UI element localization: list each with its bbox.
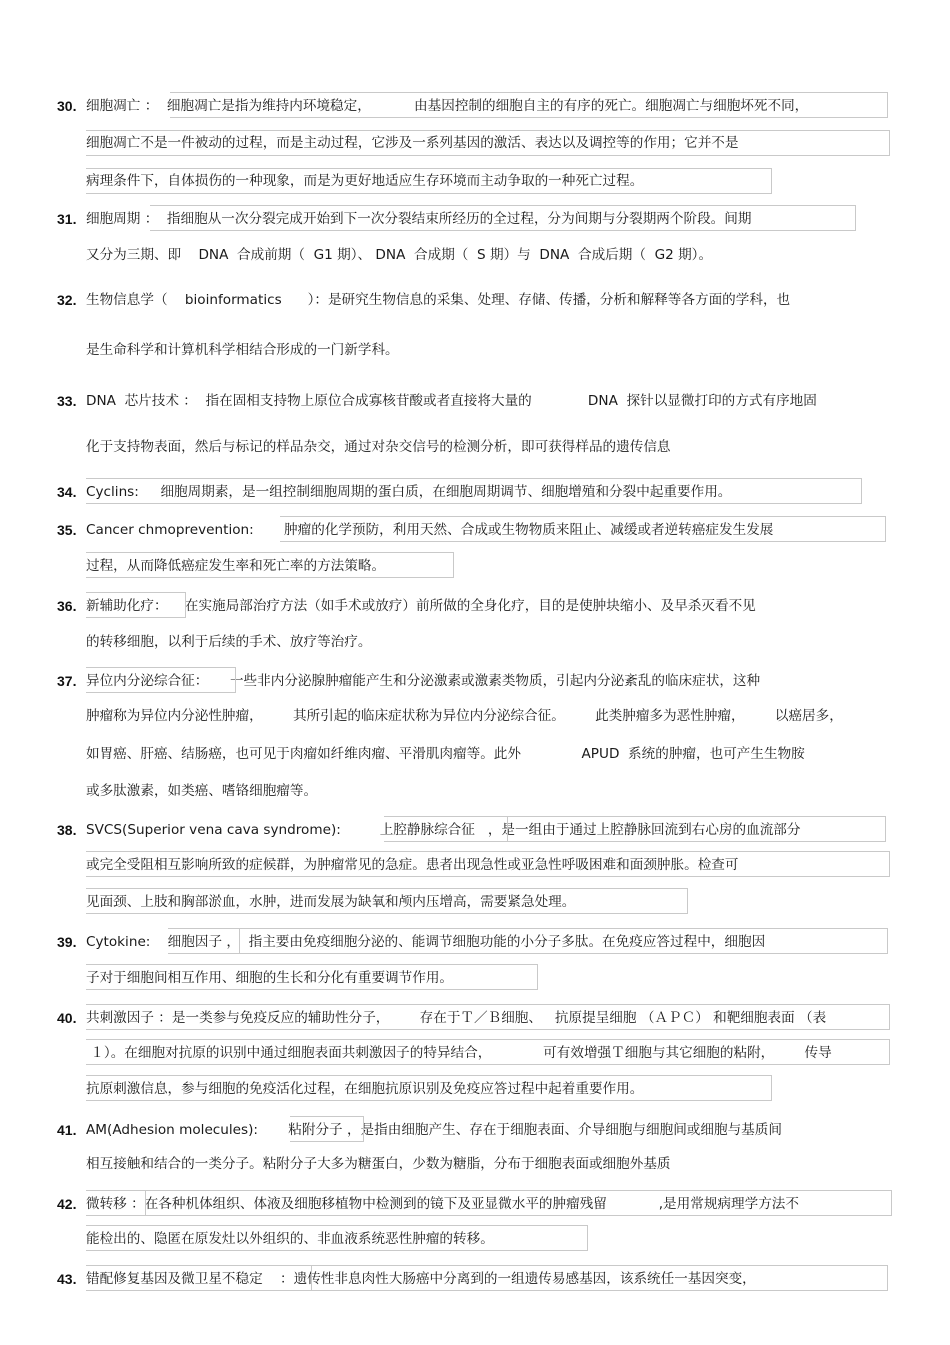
entry-text-line: 过程，从而降低癌症发生率和死亡率的方法策略。 — [86, 558, 386, 574]
text-box-outline — [86, 1004, 890, 1030]
entry-text-line: Cyclins: 细胞周期素，是一组控制细胞周期的蛋白质，在细胞周期调节、细胞增殖和分裂中起重要作用。 — [86, 484, 732, 500]
entry-number: 38. — [57, 822, 77, 838]
text-box-outline — [86, 964, 538, 990]
entry-text-line: 相互接触和结合的一类分子。粘附分子大多为糖蛋白，少数为糖脂，分布于细胞表面或细胞外基质 — [86, 1156, 671, 1172]
text-box-outline — [86, 592, 186, 618]
text-box-outline — [86, 1075, 772, 1101]
text-box-outline — [168, 928, 240, 954]
entry-text-line: 能检出的、隐匿在原发灶以外组织的、非血液系统恶性肿瘤的转移。 — [86, 1231, 494, 1247]
text-box-outline — [508, 816, 886, 842]
entry-number: 33. — [57, 393, 77, 409]
entry-text-line: 肿瘤称为异位内分泌性肿瘤， 其所引起的临床症状称为异位内分泌综合征。 此类肿瘤多为恶性肿瘤， 以癌居多， — [86, 708, 843, 724]
text-box-outline — [86, 888, 688, 914]
entry-number: 32. — [57, 292, 77, 308]
entry-number: 30. — [57, 98, 77, 114]
entry-text-line: 新辅助化疗： 在实施局部治疗方法（如手术或放疗）前所做的全身化疗，目的是使肿块缩小、及早杀灭看不见 — [86, 598, 756, 614]
entry-text-line: 细胞凋亡不是一件被动的过程，而是主动过程，它涉及一系列基因的激活、表达以及调控等的作用；它并不是 — [86, 135, 739, 151]
entry-text-line: １）。在细胞对抗原的识别中通过细胞表面共刺激因子的特异结合， 可有效增强Ｔ细胞与其它细胞的粘附， 传导 — [86, 1045, 832, 1061]
entry-number: 35. — [57, 522, 77, 538]
entry-text-line: 错配修复基因及微卫星不稳定 ：遗传性非息肉性大肠癌中分离到的一组遗传易感基因，该系统任一基因突变， — [86, 1271, 756, 1287]
entry-text-line: SVCS(Superior vena cava syndrome): 上腔静脉综合征 ，是一组由于通过上腔静脉回流到右心房的血流部分 — [86, 822, 801, 838]
text-box-outline — [86, 1039, 890, 1065]
text-box-outline — [150, 205, 856, 231]
entry-text-line: DNA 芯片技术 ： 指在固相支持物上原位合成寡核苷酸或者直接将大量的 DNA 探针以显微打印的方式有序地固 — [86, 393, 817, 409]
entry-number: 36. — [57, 598, 77, 614]
entry-text-line: 细胞凋亡 ： 细胞凋亡是指为维持内环境稳定， 由基因控制的细胞自主的有序的死亡。细胞凋亡与细胞坏死不同， — [86, 98, 809, 114]
text-box-outline — [290, 1116, 364, 1142]
text-box-outline — [170, 92, 888, 118]
text-box-outline — [384, 816, 508, 842]
entry-number: 39. — [57, 934, 77, 950]
entry-text-line: 异位内分泌综合征： 一些非内分泌腺肿瘤能产生和分泌激素或激素类物质，引起内分泌紊乱的临床症状，这种 — [86, 673, 761, 689]
text-box-outline — [86, 667, 236, 693]
text-box-outline — [312, 1265, 888, 1291]
entry-text-line: Cancer chmoprevention: 肿瘤的化学预防，利用天然、合成或生物物质来阻止、减缓或者逆转癌症发生发展 — [86, 522, 774, 538]
entry-number: 31. — [57, 211, 77, 227]
text-box-outline — [86, 1265, 312, 1291]
entry-number: 37. — [57, 673, 77, 689]
text-box-outline — [86, 130, 890, 156]
entry-number: 42. — [57, 1196, 77, 1212]
entry-text-line: 微转移 ：在各种机体组织、体液及细胞移植物中检测到的镜下及亚显微水平的肿瘤残留 ,是用常规病理学方法不 — [86, 1196, 799, 1212]
entry-text-line: 细胞周期 ： 指细胞从一次分裂完成开始到下一次分裂结束所经历的全过程，分为间期与分裂期两个阶段。间期 — [86, 211, 752, 227]
text-box-outline — [86, 552, 454, 578]
entry-text-line: 或多肽激素，如类癌、嗜铬细胞瘤等。 — [86, 783, 318, 799]
entry-text-line: 是生命科学和计算机科学相结合形成的一门新学科。 — [86, 342, 399, 358]
text-box-outline — [86, 1190, 146, 1216]
entry-number: 40. — [57, 1010, 77, 1026]
text-box-outline — [86, 1225, 588, 1251]
entry-text-line: 病理条件下，自体损伤的一种现象，而是为更好地适应生存环境而主动争取的一种死亡过程。 — [86, 173, 644, 189]
text-box-outline — [86, 168, 772, 194]
entry-text-line: 抗原刺激信息，参与细胞的免疫活化过程，在细胞抗原识别及免疫应答过程中起着重要作用。 — [86, 1081, 644, 1097]
entry-text-line: Cytokine: 细胞因子 ， 指主要由免疫细胞分泌的、能调节细胞功能的小分子多肽。在免疫应答过程中，细胞因 — [86, 934, 766, 950]
entry-text-line: 的转移细胞，以利于后续的手术、放疗等治疗。 — [86, 634, 372, 650]
entry-text-line: 化于支持物表面，然后与标记的样品杂交，通过对杂交信号的检测分析，即可获得样品的遗传信息 — [86, 439, 671, 455]
text-box-outline — [280, 516, 886, 542]
entry-text-line: 子对于细胞间相互作用、细胞的生长和分化有重要调节作用。 — [86, 970, 454, 986]
entry-text-line: 如胃癌、肝癌、结肠癌，也可见于肉瘤如纤维肉瘤、平滑肌肉瘤等。此外 APUD 系统的肿瘤，也可产生生物胺 — [86, 746, 805, 762]
entry-number: 43. — [57, 1271, 77, 1287]
entry-text-line: AM(Adhesion molecules): 粘附分子 ，是指由细胞产生、存在于细胞表面、介导细胞与细胞间或细胞与基质间 — [86, 1122, 782, 1138]
entry-text-line: 又分为三期、即 DNA 合成前期（ G1 期）、 DNA 合成期（ S 期）与 DNA 合成后期（ G2 期）。 — [86, 247, 713, 263]
entry-number: 34. — [57, 484, 77, 500]
text-box-outline — [146, 1190, 892, 1216]
text-box-outline — [86, 851, 890, 877]
text-box-outline — [86, 478, 862, 504]
entry-text-line: 生物信息学（ bioinformatics ）：是研究生物信息的采集、处理、存储、传播，分析和解释等各方面的学科，也 — [86, 292, 791, 308]
entry-text-line: 见面颈、上肢和胸部淤血，水肿，进而发展为缺氧和颅内压增高，需要紧急处理。 — [86, 894, 576, 910]
entry-text-line: 或完全受阻相互影响所致的症候群，为肿瘤常见的急症。患者出现急性或亚急性呼吸困难和面颈肿胀。检查可 — [86, 857, 739, 873]
text-box-outline — [240, 928, 888, 954]
entry-text-line: 共刺激因子 ：是一类参与免疫反应的辅助性分子， 存在于Ｔ／Ｂ细胞、 抗原提呈细胞 （ＡＰＣ） 和靶细胞表面 （表 — [86, 1010, 827, 1026]
entry-number: 41. — [57, 1122, 77, 1138]
